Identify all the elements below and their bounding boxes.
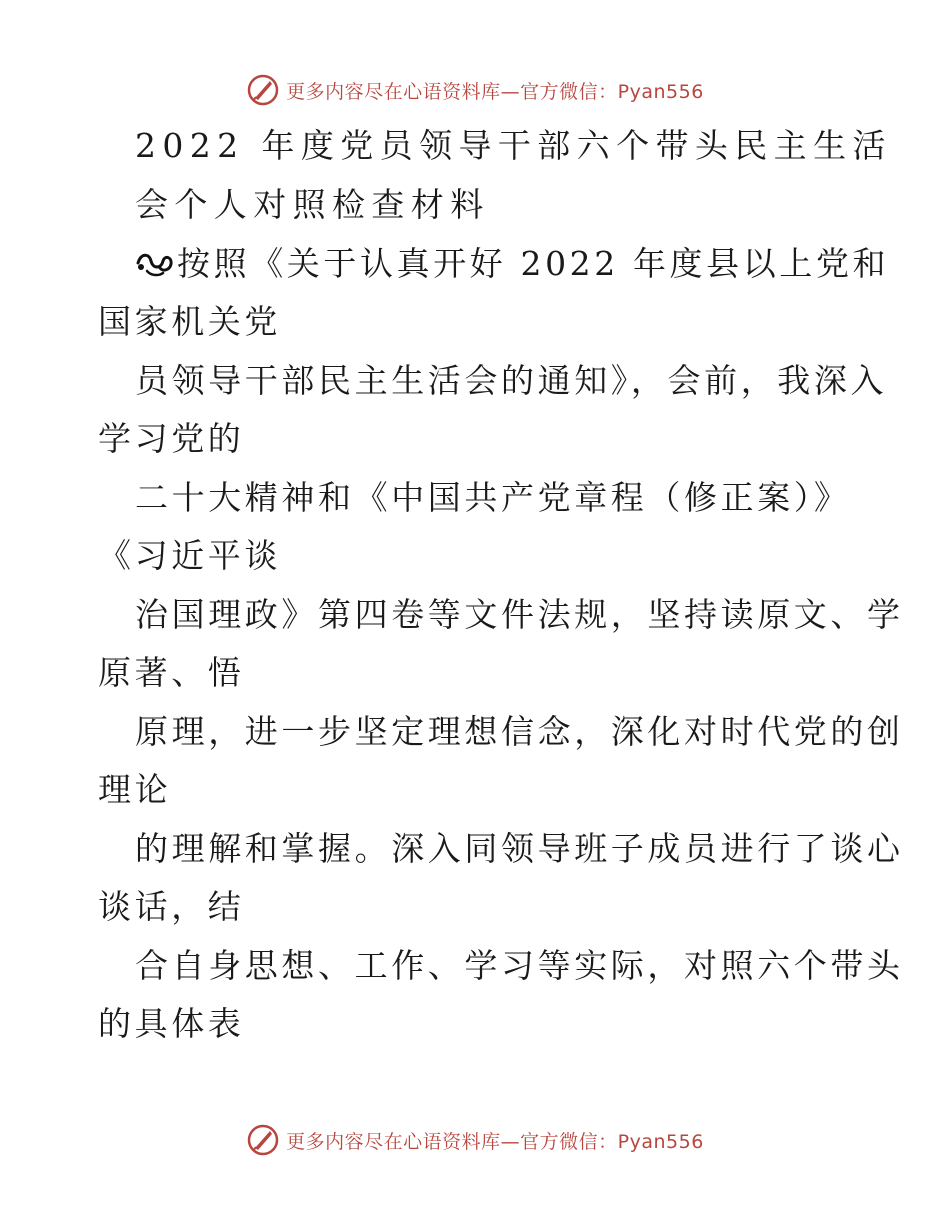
quill-logo-icon	[246, 73, 280, 107]
scroll-ornament-icon	[135, 249, 175, 279]
footer-banner-text: 更多内容尽在心语资料库—官方微信：Pyan556	[286, 1130, 704, 1153]
footer-banner	[0, 1120, 950, 1160]
quill-logo-icon	[246, 1123, 280, 1157]
body-line-8: 原著、悟	[98, 653, 245, 692]
body-line-11: 的理解和掌握。深入同领导班子成员进行了谈心	[135, 829, 904, 868]
body-line-9: 原理，进一步坚定理想信念，深化对时代党的创	[135, 712, 904, 751]
body-line-13: 合自身思想、工作、学习等实际，对照六个带头	[135, 946, 904, 985]
body-line-6: 《习近平谈	[98, 536, 281, 575]
header-banner	[0, 70, 950, 110]
body-line-14: 的具体表	[98, 1004, 245, 1043]
body-line-1-text: 按照《关于认真开好 2022 年度县以上党和	[177, 244, 890, 283]
body-line-10: 理论	[98, 770, 172, 809]
header-banner-text: 更多内容尽在心语资料库—官方微信：Pyan556	[286, 80, 704, 103]
body-line-12: 谈话，结	[98, 887, 245, 926]
document-title-line-1: 2022 年度党员领导干部六个带头民主生活	[135, 126, 892, 165]
document-title-line-2: 会个人对照检查材料	[135, 185, 490, 224]
body-line-5: 二十大精神和《中国共产党章程（修正案）》	[135, 478, 851, 517]
body-line-2: 国家机关党	[98, 302, 281, 341]
body-line-1	[135, 244, 889, 284]
body-line-7: 治国理政》第四卷等文件法规，坚持读原文、学	[135, 595, 904, 634]
body-line-3: 员领导干部民主生活会的通知》，会前，我深入	[135, 361, 888, 400]
body-line-4: 学习党的	[98, 419, 245, 458]
